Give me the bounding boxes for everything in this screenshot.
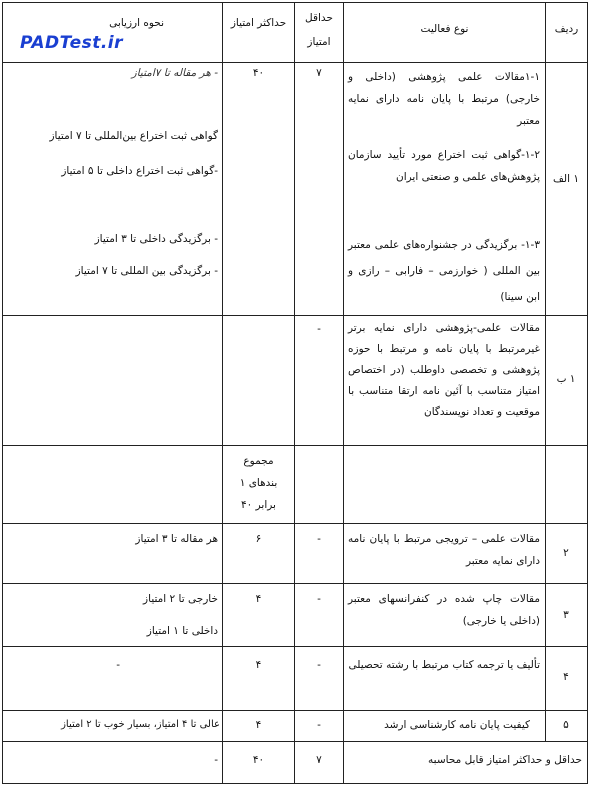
min-score: - — [317, 593, 321, 605]
grid-line — [2, 783, 588, 784]
grid-line — [2, 2, 3, 784]
header-row-no: ردیف — [554, 23, 579, 35]
row-number: ۲ — [563, 547, 569, 559]
grid-line — [545, 2, 546, 741]
grid-line — [2, 583, 588, 584]
method-text: خارجی تا ۲ امتیاز — [143, 593, 218, 605]
activity-text: کیفیت پایان نامه کارشناسی ارشد — [384, 719, 530, 731]
activity-text: مقالات علمی-پژوهشی دارای نمایه برتر غیرمرتبط با پایان نامه و مرتبط با حوزه پژوهشی و تخصصی داوطلب (در اختصاص امتیاز متناسب با آئین نامه ارتقا متناسب با موقعیت و تعداد نویسندگان — [348, 322, 540, 418]
method-text: - — [214, 754, 218, 766]
header-activity: نوع فعالیت — [420, 23, 469, 35]
method-text: - برگزیدگی بین المللی تا ۷ امتیاز — [75, 265, 218, 277]
activity-text: مقالات علمی – ترویجی مرتبط با پایان نامه دارای نمایه معتبر — [348, 533, 540, 567]
grid-line — [2, 315, 588, 316]
activity-text: ۱-۲-گواهی ثبت اختراع مورد تأیید سازمان پژوهش‌های علمی و صنعتی ایران — [348, 149, 540, 183]
method-text: هر مقاله تا ۳ امتیاز — [135, 533, 218, 545]
row-number: ۱ ب — [556, 373, 576, 385]
header-max-score: حداکثر امتیاز — [230, 17, 287, 29]
grid-line — [587, 2, 588, 784]
max-score: ۴۰ — [252, 754, 265, 766]
method-text: - برگزیدگی داخلی تا ۳ امتیاز — [94, 233, 218, 245]
min-score: - — [317, 323, 321, 335]
activity-text: ۱-۱مقالات علمی پژوهشی (داخلی و خارجی) مرتبط با پایان نامه دارای نمایه معتبر — [348, 71, 540, 127]
row-number: ۱ الف — [553, 173, 579, 185]
min-score: - — [317, 533, 321, 545]
min-score: - — [317, 659, 321, 671]
grid-line — [343, 2, 344, 784]
max-score: مجموع بندهای ۱ برابر ۴۰ — [239, 455, 278, 511]
min-score: - — [317, 719, 321, 731]
method-text: عالی تا ۴ امتیاز، بسیار خوب تا ۲ امتیاز — [61, 719, 220, 730]
header-method: نحوه ارزیابی — [109, 17, 164, 29]
row-number: ۵ — [563, 719, 569, 731]
method-text: داخلی تا ۱ امتیاز — [146, 625, 218, 637]
row-number: ۴ — [563, 671, 569, 683]
activity-text: ۱-۳- برگزیدگی در جشنواره‌های علمی معتبر بین المللی ( خوارزمی – فارابی – رازی و ابن سینا) — [348, 239, 540, 303]
max-score: ۶ — [255, 533, 262, 545]
grid-line — [2, 523, 588, 524]
site-logo: PADTest.ir — [20, 33, 124, 53]
method-text: - — [116, 659, 120, 671]
header-min-score: حداقل امتیاز — [305, 12, 333, 48]
grid-line — [2, 646, 588, 647]
max-score: ۴ — [255, 593, 262, 605]
max-score: ۴ — [255, 719, 262, 731]
grid-line — [2, 445, 588, 446]
method-text: -گواهی ثبت اختراع داخلی تا ۵ امتیاز — [61, 165, 218, 177]
grid-line — [2, 741, 588, 742]
max-score: ۴ — [255, 659, 262, 671]
method-text: - هر مقاله تا ۷امتیاز — [131, 67, 218, 79]
row-number: ۳ — [563, 609, 569, 621]
grid-line — [2, 710, 588, 711]
min-score: ۷ — [316, 754, 322, 766]
totals-label: حداقل و حداکثر امتیاز قابل محاسبه — [428, 754, 582, 766]
activity-text: تألیف یا ترجمه کتاب مرتبط با رشته تحصیلی — [348, 659, 540, 671]
activity-text: مقالات چاپ شده در کنفرانسهای معتبر (داخلی یا خارجی) — [348, 593, 540, 627]
method-text: گواهی ثبت اختراع بین‌المللی تا ۷ امتیاز — [49, 130, 218, 142]
min-score: ۷ — [316, 67, 322, 79]
max-score: ۴۰ — [252, 67, 265, 79]
grid-line — [2, 2, 588, 3]
